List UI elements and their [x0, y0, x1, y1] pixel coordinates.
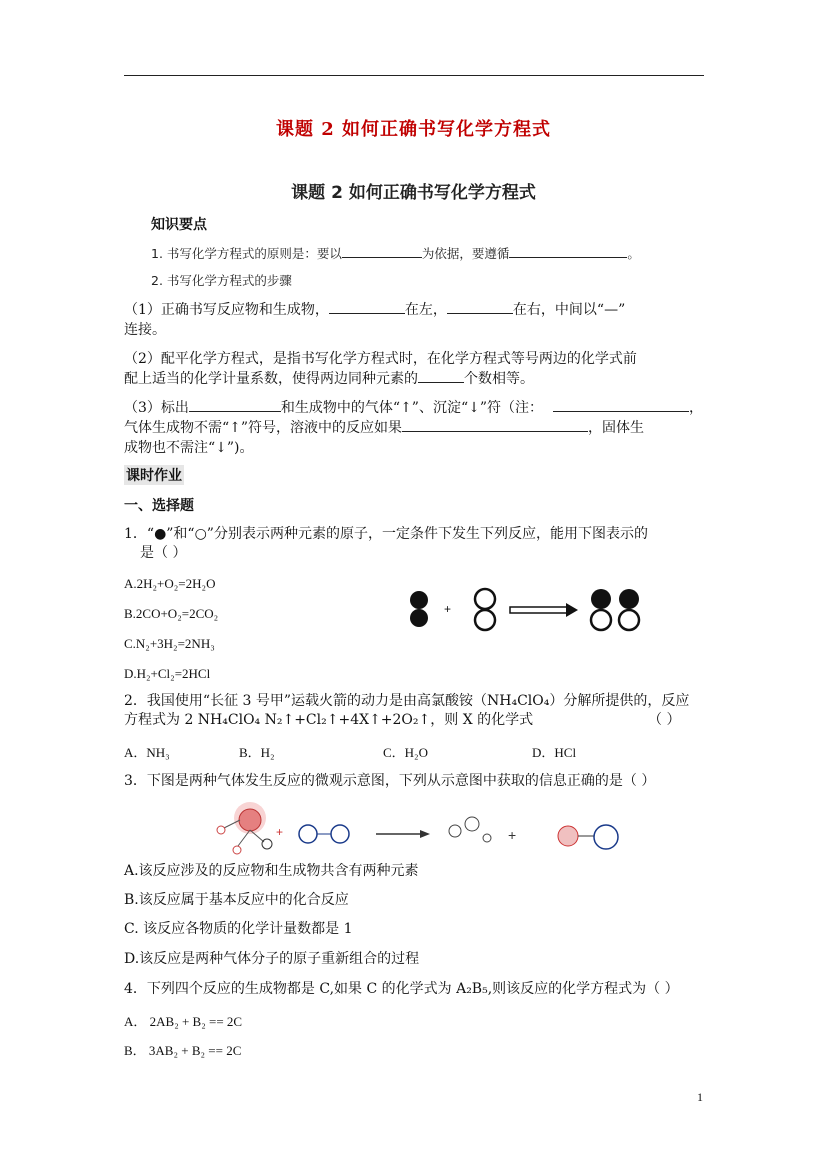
section-title: 课题 2 如何正确书写化学方程式	[291, 183, 536, 203]
s3-text-e: ，固体生	[588, 420, 645, 436]
q2-option-b: B．H₂	[239, 745, 275, 760]
s2-text-b: 配上适当的化学计量系数，使得两边同种元素的	[124, 371, 418, 387]
header-rule	[124, 75, 704, 76]
blank	[402, 417, 588, 432]
svg-text:+: +	[276, 825, 284, 839]
s1-text-a: （1）正确书写反应物和生成物，	[124, 302, 329, 318]
question-1: 1．“●”和“○”分别表示两种元素的原子，一定条件下发生下列反应，能用下图表示的	[124, 526, 648, 542]
q3-option-b: B.该反应属于基本反应中的化合反应	[124, 892, 349, 908]
svg-text:+: +	[444, 602, 452, 616]
page-title: 课题 2 如何正确书写化学方程式	[275, 119, 552, 140]
q1-option-b: B.2CO+O₂=2CO₂	[124, 606, 219, 621]
q3-reaction-diagram	[210, 800, 630, 860]
blank	[342, 243, 422, 258]
question-4: 4．下列四个反应的生成物都是 C,如果 C 的化学式为 A₂B₅,则该反应的化学方程式为（ ）	[124, 981, 679, 997]
q1-option-d: D.H₂+Cl₂=2HCl	[124, 666, 211, 681]
q1-option-c: C.N₂+3H₂=2NH₃	[124, 636, 215, 651]
s3-text-d: 气体生成物不需“↑”符号，溶液中的反应如果	[124, 420, 403, 436]
k1-text-b: 为依据，要遵循	[421, 246, 510, 261]
blank	[447, 299, 513, 314]
blank	[418, 368, 464, 383]
k1-text-a: 1. 书写化学方程式的原则是：要以	[151, 246, 342, 261]
blank	[553, 397, 689, 412]
blank	[509, 243, 627, 258]
q2-option-c: C．H₂O	[383, 745, 428, 760]
q2-option-a: A．NH₃	[124, 745, 170, 760]
step-2-line-1: （2）配平化学方程式，是指书写化学方程式时，在化学方程式等号两边的化学式前	[124, 351, 637, 367]
knowledge-item-1	[151, 243, 640, 262]
question-3: 3．下图是两种气体发生反应的微观示意图，下列从示意图中获取的信息正确的是（ ）	[124, 773, 656, 789]
question-1-cont: 是（ ）	[140, 545, 187, 561]
question-2-cont: 方程式为 2 NH₄ClO₄ N₂↑+Cl₂↑+4X↑+2O₂↑，则 X 的化学式	[124, 712, 534, 728]
q4-option-b: B． 3AB₂ + B₂ == 2C	[124, 1043, 242, 1058]
step-3-line-1	[124, 397, 703, 419]
blank	[189, 397, 281, 412]
s1-text-b: 在左，	[404, 302, 447, 318]
blank	[329, 299, 405, 314]
step-2-line-2	[124, 368, 534, 390]
q3-option-c: C. 该反应各物质的化学计量数都是 1	[124, 921, 353, 937]
q4-option-a: A． 2AB₂ + B₂ == 2C	[124, 1014, 243, 1029]
q3-option-a: A.该反应涉及的反应物和生成物共含有两种元素	[124, 863, 419, 879]
knowledge-heading: 知识要点	[151, 217, 207, 233]
svg-text:+: +	[508, 827, 517, 843]
homework-heading: 课时作业	[124, 465, 184, 485]
q3-option-d: D.该反应是两种气体分子的原子重新组合的过程	[124, 951, 420, 967]
q1-reaction-diagram	[400, 580, 650, 640]
question-2-bracket: （ ）	[648, 712, 681, 728]
page-number: 1	[697, 1090, 703, 1104]
question-2: 2．我国使用“长征 3 号甲”运载火箭的动力是由高氯酸铵（NH₄ClO₄）分解所提供的，反应	[124, 693, 690, 709]
s3-text-b: 和生成物中的气体“↑”、沉淀“↓”符（注：	[280, 400, 544, 416]
step-1-cont: 连接。	[124, 322, 166, 338]
k1-text-c: 。	[627, 246, 640, 261]
s3-text-a: （3）标出	[124, 400, 189, 416]
knowledge-item-2: 2. 书写化学方程式的步骤	[151, 273, 292, 288]
q2-option-d: D．HCl	[532, 745, 577, 760]
choice-heading: 一、选择题	[124, 498, 194, 514]
s3-text-c: ，	[689, 400, 704, 416]
s2-text-c: 个数相等。	[464, 371, 534, 387]
step-3-line-3: 成物也不需注“↓”)。	[124, 440, 254, 456]
q1-option-a: A.2H₂+O₂=2H₂O	[124, 576, 216, 591]
s1-text-c: 在右，中间以“—”	[512, 302, 626, 318]
step-1	[124, 299, 625, 321]
step-3-line-2	[124, 417, 644, 439]
